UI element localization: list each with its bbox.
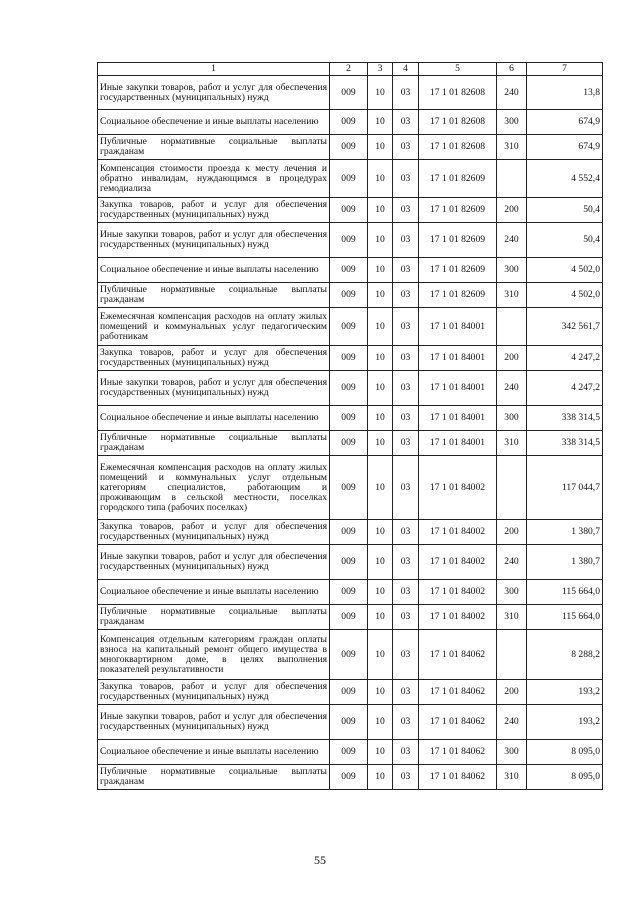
cell-amount: 1 380,7	[527, 520, 603, 545]
header-col-6: 6	[497, 63, 527, 76]
cell-expense-type: 310	[497, 135, 527, 160]
cell-department: 009	[330, 545, 368, 580]
cell-department: 009	[330, 76, 368, 110]
cell-name: Публичные нормативные социальные выплаты гражданам	[98, 765, 330, 790]
cell-subsection: 03	[393, 630, 419, 680]
cell-subsection: 03	[393, 283, 419, 308]
cell-subsection: 03	[393, 545, 419, 580]
cell-target-article: 17 1 01 84062	[419, 630, 497, 680]
table-row	[98, 346, 603, 371]
table-row	[98, 160, 603, 198]
cell-department: 009	[330, 110, 368, 135]
cell-amount: 4 247,2	[527, 346, 603, 371]
cell-target-article: 17 1 01 82609	[419, 198, 497, 223]
cell-expense-type	[497, 456, 527, 520]
cell-subsection: 03	[393, 605, 419, 630]
table-row	[98, 680, 603, 705]
cell-expense-type	[497, 630, 527, 680]
cell-name: Публичные нормативные социальные выплаты гражданам	[98, 605, 330, 630]
cell-target-article: 17 1 01 82609	[419, 160, 497, 198]
cell-target-article: 17 1 01 84001	[419, 371, 497, 406]
cell-name: Компенсация отдельным категориям граждан оплаты взноса на капитальный ремонт общего имущества в многоквартирном доме, в целях выполнения показателей результативности	[98, 630, 330, 680]
table-row	[98, 76, 603, 110]
cell-name: Ежемесячная компенсация расходов на оплату жилых помещений и коммунальных услуг отдельным категориям специалистов, работающим и проживающим в сельской местности, поселках городского типа (рабочих поселках)	[98, 456, 330, 520]
cell-subsection: 03	[393, 76, 419, 110]
cell-subsection: 03	[393, 705, 419, 740]
table-row	[98, 308, 603, 346]
cell-department: 009	[330, 431, 368, 456]
header-col-5: 5	[419, 63, 497, 76]
cell-name: Компенсация стоимости проезда к месту лечения и обратно инвалидам, нуждающимся в процедурах гемодиализа	[98, 160, 330, 198]
table-row	[98, 580, 603, 605]
cell-expense-type: 200	[497, 346, 527, 371]
cell-expense-type: 300	[497, 110, 527, 135]
cell-expense-type: 300	[497, 258, 527, 283]
cell-subsection: 03	[393, 680, 419, 705]
cell-name: Иные закупки товаров, работ и услуг для обеспечения государственных (муниципальных) нужд	[98, 76, 330, 110]
cell-name: Публичные нормативные социальные выплаты гражданам	[98, 431, 330, 456]
cell-expense-type: 310	[497, 605, 527, 630]
table-row	[98, 740, 603, 765]
cell-department: 009	[330, 580, 368, 605]
cell-department: 009	[330, 605, 368, 630]
cell-target-article: 17 1 01 82609	[419, 223, 497, 258]
cell-amount: 193,2	[527, 680, 603, 705]
cell-department: 009	[330, 346, 368, 371]
cell-target-article: 17 1 01 84002	[419, 456, 497, 520]
cell-subsection: 03	[393, 520, 419, 545]
cell-department: 009	[330, 258, 368, 283]
cell-name: Иные закупки товаров, работ и услуг для обеспечения государственных (муниципальных) нужд	[98, 223, 330, 258]
cell-amount: 1 380,7	[527, 545, 603, 580]
cell-name: Публичные нормативные социальные выплаты гражданам	[98, 283, 330, 308]
cell-amount: 8 095,0	[527, 740, 603, 765]
cell-target-article: 17 1 01 84062	[419, 765, 497, 790]
cell-target-article: 17 1 01 84002	[419, 545, 497, 580]
table-row	[98, 110, 603, 135]
cell-target-article: 17 1 01 82608	[419, 76, 497, 110]
cell-name: Социальное обеспечение и иные выплаты населению	[98, 740, 330, 765]
cell-expense-type: 240	[497, 371, 527, 406]
cell-section: 10	[368, 765, 393, 790]
cell-section: 10	[368, 630, 393, 680]
cell-target-article: 17 1 01 82608	[419, 135, 497, 160]
cell-expense-type: 240	[497, 545, 527, 580]
cell-section: 10	[368, 520, 393, 545]
cell-target-article: 17 1 01 84002	[419, 580, 497, 605]
cell-expense-type: 200	[497, 520, 527, 545]
cell-department: 009	[330, 705, 368, 740]
cell-target-article: 17 1 01 84062	[419, 740, 497, 765]
cell-section: 10	[368, 456, 393, 520]
cell-subsection: 03	[393, 740, 419, 765]
cell-name: Ежемесячная компенсация расходов на оплату жилых помещений и коммунальных услуг педагогическим работникам	[98, 308, 330, 346]
cell-target-article: 17 1 01 84001	[419, 406, 497, 431]
cell-expense-type: 310	[497, 431, 527, 456]
cell-section: 10	[368, 406, 393, 431]
cell-department: 009	[330, 740, 368, 765]
cell-expense-type: 240	[497, 223, 527, 258]
table-body	[98, 76, 603, 790]
cell-department: 009	[330, 406, 368, 431]
cell-amount: 338 314,5	[527, 406, 603, 431]
cell-name: Иные закупки товаров, работ и услуг для обеспечения государственных (муниципальных) нужд	[98, 371, 330, 406]
cell-target-article: 17 1 01 84062	[419, 705, 497, 740]
table-row	[98, 135, 603, 160]
cell-name: Социальное обеспечение и иные выплаты населению	[98, 580, 330, 605]
cell-name: Публичные нормативные социальные выплаты гражданам	[98, 135, 330, 160]
cell-subsection: 03	[393, 456, 419, 520]
cell-section: 10	[368, 76, 393, 110]
cell-expense-type: 300	[497, 580, 527, 605]
header-col-4: 4	[393, 63, 419, 76]
cell-amount: 4 247,2	[527, 371, 603, 406]
cell-expense-type: 300	[497, 406, 527, 431]
cell-department: 009	[330, 283, 368, 308]
cell-department: 009	[330, 680, 368, 705]
cell-subsection: 03	[393, 308, 419, 346]
cell-amount: 342 561,7	[527, 308, 603, 346]
cell-subsection: 03	[393, 580, 419, 605]
cell-target-article: 17 1 01 82609	[419, 283, 497, 308]
table-row	[98, 406, 603, 431]
header-col-2: 2	[330, 63, 368, 76]
cell-subsection: 03	[393, 160, 419, 198]
cell-section: 10	[368, 580, 393, 605]
cell-amount: 8 288,2	[527, 630, 603, 680]
cell-expense-type: 200	[497, 198, 527, 223]
cell-expense-type: 310	[497, 283, 527, 308]
cell-department: 009	[330, 765, 368, 790]
cell-name: Социальное обеспечение и иные выплаты населению	[98, 406, 330, 431]
cell-target-article: 17 1 01 82609	[419, 258, 497, 283]
budget-table	[97, 62, 603, 790]
table-row	[98, 283, 603, 308]
table-row	[98, 705, 603, 740]
cell-expense-type: 240	[497, 76, 527, 110]
header-row	[98, 63, 603, 76]
table-row	[98, 258, 603, 283]
cell-subsection: 03	[393, 198, 419, 223]
table-row	[98, 223, 603, 258]
cell-section: 10	[368, 705, 393, 740]
cell-name: Социальное обеспечение и иные выплаты населению	[98, 258, 330, 283]
cell-department: 009	[330, 135, 368, 160]
cell-target-article: 17 1 01 84002	[419, 520, 497, 545]
cell-name: Социальное обеспечение и иные выплаты населению	[98, 110, 330, 135]
cell-amount: 4 502,0	[527, 258, 603, 283]
cell-expense-type	[497, 160, 527, 198]
cell-subsection: 03	[393, 223, 419, 258]
table-row	[98, 605, 603, 630]
cell-department: 009	[330, 520, 368, 545]
cell-department: 009	[330, 223, 368, 258]
cell-section: 10	[368, 223, 393, 258]
cell-subsection: 03	[393, 110, 419, 135]
cell-target-article: 17 1 01 84002	[419, 605, 497, 630]
cell-expense-type: 240	[497, 705, 527, 740]
cell-department: 009	[330, 371, 368, 406]
cell-section: 10	[368, 431, 393, 456]
table-row	[98, 765, 603, 790]
cell-section: 10	[368, 283, 393, 308]
cell-section: 10	[368, 160, 393, 198]
cell-section: 10	[368, 605, 393, 630]
table-row	[98, 545, 603, 580]
table-row	[98, 456, 603, 520]
cell-subsection: 03	[393, 346, 419, 371]
cell-amount: 13,8	[527, 76, 603, 110]
cell-subsection: 03	[393, 135, 419, 160]
cell-amount: 115 664,0	[527, 580, 603, 605]
cell-name: Закупка товаров, работ и услуг для обеспечения государственных (муниципальных) нужд	[98, 198, 330, 223]
cell-subsection: 03	[393, 765, 419, 790]
cell-amount: 50,4	[527, 223, 603, 258]
cell-subsection: 03	[393, 406, 419, 431]
cell-expense-type: 200	[497, 680, 527, 705]
cell-department: 009	[330, 308, 368, 346]
header-col-3: 3	[368, 63, 393, 76]
cell-department: 009	[330, 630, 368, 680]
cell-subsection: 03	[393, 431, 419, 456]
cell-name: Закупка товаров, работ и услуг для обеспечения государственных (муниципальных) нужд	[98, 520, 330, 545]
table-header	[98, 63, 603, 76]
cell-amount: 50,4	[527, 198, 603, 223]
cell-section: 10	[368, 371, 393, 406]
cell-amount: 4 552,4	[527, 160, 603, 198]
cell-amount: 4 502,0	[527, 283, 603, 308]
cell-amount: 338 314,5	[527, 431, 603, 456]
cell-target-article: 17 1 01 84062	[419, 680, 497, 705]
cell-name: Закупка товаров, работ и услуг для обеспечения государственных (муниципальных) нужд	[98, 680, 330, 705]
cell-section: 10	[368, 198, 393, 223]
cell-amount: 193,2	[527, 705, 603, 740]
cell-target-article: 17 1 01 84001	[419, 346, 497, 371]
header-col-1: 1	[98, 63, 330, 76]
cell-amount: 674,9	[527, 110, 603, 135]
cell-amount: 117 044,7	[527, 456, 603, 520]
cell-target-article: 17 1 01 84001	[419, 431, 497, 456]
page-number: 55	[314, 853, 326, 867]
table-row	[98, 371, 603, 406]
cell-section: 10	[368, 110, 393, 135]
cell-section: 10	[368, 135, 393, 160]
table-row	[98, 630, 603, 680]
cell-department: 009	[330, 456, 368, 520]
cell-subsection: 03	[393, 371, 419, 406]
cell-name: Закупка товаров, работ и услуг для обеспечения государственных (муниципальных) нужд	[98, 346, 330, 371]
cell-subsection: 03	[393, 258, 419, 283]
cell-name: Иные закупки товаров, работ и услуг для обеспечения государственных (муниципальных) нужд	[98, 705, 330, 740]
cell-section: 10	[368, 545, 393, 580]
table-row	[98, 431, 603, 456]
cell-department: 009	[330, 160, 368, 198]
table-row	[98, 198, 603, 223]
cell-section: 10	[368, 308, 393, 346]
cell-name: Иные закупки товаров, работ и услуг для обеспечения государственных (муниципальных) нужд	[98, 545, 330, 580]
cell-amount: 115 664,0	[527, 605, 603, 630]
cell-expense-type: 310	[497, 765, 527, 790]
cell-target-article: 17 1 01 82608	[419, 110, 497, 135]
cell-department: 009	[330, 198, 368, 223]
cell-expense-type: 300	[497, 740, 527, 765]
cell-section: 10	[368, 346, 393, 371]
header-col-7: 7	[527, 63, 603, 76]
cell-amount: 8 095,0	[527, 765, 603, 790]
cell-section: 10	[368, 258, 393, 283]
cell-expense-type	[497, 308, 527, 346]
cell-section: 10	[368, 680, 393, 705]
cell-amount: 674,9	[527, 135, 603, 160]
cell-section: 10	[368, 740, 393, 765]
table-row	[98, 520, 603, 545]
cell-target-article: 17 1 01 84001	[419, 308, 497, 346]
